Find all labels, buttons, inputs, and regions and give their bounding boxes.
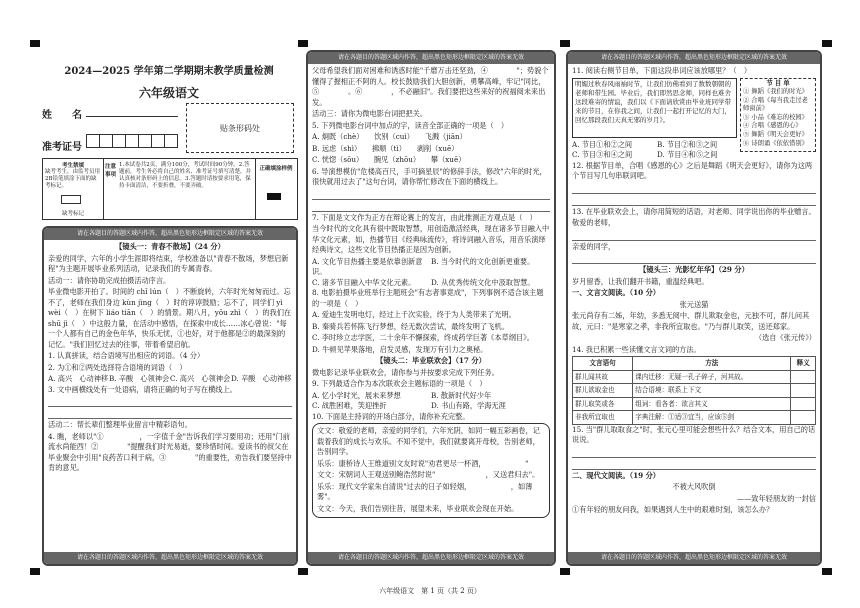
intro-3: 岁月留香，让我们翻开书籍，重温经典吧。 — [572, 276, 709, 286]
option[interactable]: B. 散新时代好少年 — [431, 390, 492, 400]
section-1: 一、文言文阅读。（10 分） — [572, 288, 660, 297]
attention-label: 注意事项 — [105, 164, 117, 178]
q2-options — [48, 374, 292, 385]
registration-mark — [298, 40, 308, 47]
question-5: 5. 下列微电影台词中加点的字，读音全部正确的一项是（ ） — [312, 120, 509, 130]
registration-mark — [822, 568, 832, 575]
option[interactable]: D. 节目④和⑤之间 — [657, 150, 718, 159]
question-12: 12. 根据节目单，合唱《感恩的心》之后是舞蹈《明天会更好》，请你为这两个节目写几句串联词吧。 — [572, 160, 813, 180]
modern-subtitle: ——致年轻朋友的一封信 — [736, 493, 816, 503]
question-14: 14. 我已积累一些读懂文言文词的方法。 — [572, 344, 701, 354]
notice-box — [42, 158, 298, 220]
activity-3: 活动三：请你为微电影台词把把关。 — [312, 109, 428, 118]
answer-column-1 — [42, 226, 298, 566]
option[interactable]: A. 炯既（chè） 饮别（cuì） 飞溅（jiān） — [312, 132, 467, 141]
option[interactable]: C. 高兴 心领神会 — [170, 374, 231, 383]
answer-column-2 — [306, 50, 556, 566]
answer-line[interactable] — [312, 189, 550, 200]
option[interactable]: D. 书山有路，学海无涯 — [431, 401, 506, 410]
answer-cell[interactable] — [791, 411, 816, 425]
option[interactable]: A. 文化节目热播主要是依靠创新意识。 — [312, 256, 423, 276]
q11-options — [572, 140, 742, 161]
answer-line[interactable] — [572, 253, 816, 264]
question-4: 4. 瞧，老师以"① ，一字值千金"告诉我们学习要用功；还用"门前流水尚能西！② "提醒我们时光易逝，要珍惜时间。爱读书的叔父在毕业聚会中引用"良药苦口利于病，③ "的重要性，劝告我们要坚持中肯的意见。 — [48, 431, 292, 472]
modern-title: 不被大风吹倒 — [672, 482, 716, 491]
activity-2: 活动二：帮长辈们整理毕业留言中精彩语句。 — [48, 420, 192, 429]
program-item: ⑥ 诗朗诵《依依惜别》 — [743, 139, 808, 147]
option[interactable]: C. 李时珍立志学医，二十余年不懈探索，终成药学巨著《本草纲目》。 — [312, 333, 534, 342]
barcode-area — [186, 103, 294, 153]
q7-options — [312, 257, 550, 289]
option[interactable]: D. 从优秀传统文化中汲取智慧。 — [431, 277, 535, 287]
method-table — [572, 356, 816, 425]
option[interactable]: C. 恍惚（sōu） 腕见（zhōu） 攀（xuē） — [312, 155, 466, 164]
question-15: 15. 当"群儿取取食之"时，张元心里可能会想些什么？结合文本，用自己的话说说。 — [572, 424, 816, 444]
host-line: 乐乐：现代文学家朱自清说"过去的日子如轻烟， ，如薄雾"。 — [317, 481, 533, 501]
answer-line[interactable] — [48, 396, 292, 407]
registration-mark — [560, 568, 570, 575]
program-item: ② 合唱《每当我走过老师窗前》 — [743, 96, 808, 113]
activity-1: 活动一：请你协助完成拍摄活动序言。 — [48, 275, 171, 285]
option[interactable]: A. 忆小学时光，展未来梦想 — [312, 390, 401, 400]
option[interactable]: D. 牛顿见苹果落地，启发灵感，发现万有引力之奥秘。 — [312, 344, 488, 354]
answer-line[interactable] — [572, 459, 816, 470]
question-3: 3. 文中画横线处有一处语病，请将正确的句子写在横线上。 — [48, 384, 237, 394]
exam-title: 2024—2025 学年第二学期期末教学质量检测 — [64, 66, 274, 77]
attention-text: 1.本试卷共2页，满分100分，考试时间90分钟。2.答题前，考生务必将自己的姓名、准考证号填写清楚，并认真核对条形码上的信息。3.答题时请按要求用笔，保持卡面清洁，不要折叠，不要弄破。 — [119, 162, 252, 189]
option[interactable]: B. 秦骑兵若怀陈飞行梦想，经无数次尝试，最终发明了飞机。 — [312, 321, 509, 331]
option[interactable]: A. 高兴 心动神移 — [48, 374, 109, 383]
modern-start: ①有年轻的朋友问我，如果遇到人生中的艰难时刻，该怎么办？ — [572, 505, 774, 514]
passage-text: 毕业微电影开拍了。时间的 chǐ lún（ ）不断旋转，六年时光匆匆而过。忘不了，老师在我们身边 kùn jìng（ ）时的谆谆鼓励；忘不了，同学们 yì wèi（ ）在树下 liáo tiān（ ）的情景。期八月，yǒu zhì（ ）的我们在 shū jì（ ）中这般力量，在活动中感悟，在探索中成长……冰心曾说："每一个人都有自己的金色年华，快乐无忧，①也好，对于他都是②的最深刻的记忆。"我们回忆过去的往事，带着希望启航。 — [48, 287, 292, 349]
answer-cell[interactable] — [791, 384, 816, 398]
question-9: 9. 下列最适合作为本次联欢会主题标语的一项是（ ） — [312, 379, 487, 388]
column-banner-bottom: 请在各题目的答题区域内作答，超出黑色矩形边框限定区域的答案无效 — [44, 552, 296, 564]
table-header: 文言语句 — [573, 357, 633, 371]
answer-cell[interactable] — [791, 397, 816, 411]
exam-no-boxes[interactable] — [86, 134, 178, 148]
name-label: 姓 名 — [42, 110, 82, 121]
table-row: 非我所宜取也 字典注解：①适③宜当，应该⑤剑 — [573, 411, 816, 425]
column-banner: 请在各题目的答题区域内作答，超出黑色矩形边框限定区域的答案无效 — [308, 52, 554, 64]
answer-cell[interactable] — [791, 370, 816, 384]
notice-title: 考生禁填 — [61, 163, 84, 169]
intro-2: 微电影记录毕业联欢会，请你参与并按要求完成下列任务。 — [312, 367, 499, 377]
column-banner: 请在各题目的答题区域内作答，超出黑色矩形边框限定区域的答案无效 — [568, 52, 820, 64]
question-11: 11. 阅读右侧节目单，下面这段串词应该放哪里？（ ） — [572, 66, 752, 75]
classic-title: 张元送猫 — [679, 299, 709, 309]
question-8: 8. 电影拍摄毕业班举行主题班会"有志者事竟成"，下列事例不适合该主题的一项是（ ） — [312, 288, 544, 308]
absent-label: 缺考标记 — [61, 211, 84, 217]
registration-mark — [298, 568, 308, 575]
page-footer: 六年级语文 第 1 页（共 2 页） — [379, 587, 481, 595]
fill-sample-label: 正确填涂样例 — [259, 166, 293, 172]
program-list — [740, 78, 816, 152]
option[interactable]: C. 战胜困难，笑迎挫折 — [312, 401, 387, 410]
classic-text: 张元尚存有二姊，年幼，多悉无阅中、群儿欺取金也，元独不可，群儿问其故，元曰："是寒家之孝，非我所宜取也。"乃与群儿取笑，送还郑家。 — [572, 311, 810, 331]
classic-source: （选自《张元传》） — [754, 333, 816, 342]
question-2: 2. 为①和②两处选择符合语境的词语（ ） — [48, 362, 187, 372]
section-2: 二、现代文阅读。（19 分） — [572, 470, 660, 480]
option[interactable]: B. 辛酸 心领神会 — [109, 374, 170, 383]
question-7: 7. 下面是文文作为正方在辩论赛上的发言，由此推测正方观点是（ ） — [312, 212, 537, 222]
question-6: 6. 导演想模仿"危楼高百尺，手可摘星辰"的修辞手法，修改"六年的时光，很快就用过去了"这句台词，请你帮忙修改在下面的横线上。 — [312, 166, 547, 186]
host-script-box — [312, 423, 550, 518]
answer-line[interactable] — [572, 195, 816, 206]
absent-checkbox[interactable] — [61, 195, 81, 204]
to-teacher: 敬爱的老师， — [572, 218, 616, 227]
table-header: 释义 — [791, 357, 816, 371]
q9-options — [312, 391, 550, 412]
option[interactable]: B. 节目②和③之间 — [657, 139, 718, 149]
answer-column-3 — [566, 50, 822, 566]
exam-no-label: 准考证号 — [42, 142, 82, 153]
column-banner-bottom: 请在各题目的答题区域内作答，超出黑色矩形边框限定区域的答案无效 — [568, 552, 820, 564]
table-row: 群儿闻其故 课内迁移：无疑一孔子碎子，河其故。 — [573, 370, 816, 384]
subject-title: 六年级语文 — [138, 86, 199, 100]
to-classmate: 亲爱的同学， — [572, 241, 616, 251]
registration-mark — [30, 40, 40, 47]
answer-line[interactable] — [572, 447, 816, 458]
intro-text: 亲爱的同学，六年的小学生涯即将结束，学校准备以"青春不散场，梦想启新程"为主题开展毕业系列活动，记录我们的专属青春。 — [48, 253, 289, 273]
notice-text: 缺考考生，由监考员用2B铅笔填涂下面的缺考标记。 — [45, 169, 101, 189]
registration-mark — [560, 40, 570, 47]
question-10: 10. 下面是主持词的开场白部分，请你补充完整。 — [312, 411, 470, 421]
host-line: 文文：宋朝词人王观送别鲍浩然时说" ，又送君归去"。 — [317, 470, 540, 479]
host-line: 乐乐：康桥诗人王维道别文友时说"劝君更尽一杯酒， " — [317, 458, 529, 468]
program-item: ① 舞蹈《我们的时光》 — [743, 88, 808, 96]
continued-text: 父母希望我们面对困难和诱惑时能"千磨万击还坚劲，④ "；势貌个懂得了握相正不阿的人。校长鼓励我们大胆创新，勇攀高峰，牢记"同比，⑤ 。⑥ ，不必融旧"。我们要把这些来好的祝福阅未来出发。 — [312, 66, 549, 107]
mirror2-title: 【镜头二：毕业联欢会】（17 分） — [376, 356, 486, 365]
answer-line[interactable] — [572, 183, 816, 194]
fill-sample-mark — [267, 193, 281, 200]
option[interactable]: A. 爱迪生发明电灯，经过上千次实验，终于为人类带来了光明。 — [312, 310, 516, 319]
option[interactable]: B. 当今时代的文化创新更重要。 — [431, 256, 535, 266]
program-item: ⑤ 舞蹈《明天会更好》 — [743, 131, 808, 139]
mirror3-title: 【镜头三：光影忆年华】（29 分） — [639, 265, 749, 274]
question-1: 1. 认真拼读，结合语境写出相应的词语。（4 分） — [48, 351, 205, 360]
name-field[interactable] — [86, 116, 178, 117]
column-banner: 请在各题目的答题区域内作答，超出黑色矩形边框限定区域的答案无效 — [44, 228, 296, 240]
host-line: 文文：今天，我们告别往昔，展望未来，毕业联欢会现在开始。 — [317, 503, 519, 513]
question-13: 13. 在毕业联欢会上，请你用简短的话语，对老师、同学说出你的毕业赠言。 — [572, 206, 816, 216]
registration-mark — [822, 40, 832, 47]
option[interactable]: A. 节目①和②之间 — [572, 139, 633, 149]
option[interactable]: C. 节目③和④之间 — [572, 150, 633, 159]
table-row: 群儿欲取金也 结合语境：联系上下文 — [573, 384, 816, 398]
table-header: 方法 — [633, 357, 791, 371]
answer-line[interactable] — [312, 201, 550, 212]
option[interactable]: C. 诸多节目融入中华文化元素。 — [312, 277, 416, 287]
mirror1-title: 【镜头一：青春不散场】（24 分） — [115, 242, 225, 251]
q7-text: 当今时代的文化具有很中既取智慧，用创造激活经典，现在诸多节目融入中华文化元素，如，热播节目《经典咏流传》，将诗词融入音乐，用音乐演绎经典诗文，这些文化节目热播正是因为创新。 — [312, 224, 550, 254]
option[interactable]: B. 远虑（shì） 拂顺（tì） 剥削（xuē） — [312, 143, 459, 153]
table-row: 群儿取笑或各 组词：看各者：欲言其义 — [573, 397, 816, 411]
registration-mark — [30, 568, 40, 575]
program-item: ③ 小品《难忘的校园》 — [743, 113, 808, 121]
program-title: 节 目 单 — [766, 79, 790, 87]
script-box: 明媚过秋春风雨袖时节，让我们仿佛看到了数数朝朝的老师和带生园。毕业后，我们即然思念师，同样也难舍这段难寄的情谊，我们以《下面请欣赏由毕业班同学带来的节目，在你我之间，让我们一起打开记忆的大门，回忆那段我们天真无邪的岁月》。 — [572, 78, 737, 138]
answer-line[interactable] — [48, 408, 292, 419]
program-item: ④ 合唱《感恩的心》 — [743, 122, 802, 130]
option[interactable]: D. 辛酸 心动神移 — [231, 374, 292, 383]
barcode-label: 贴条形码处 — [220, 123, 260, 133]
column-banner-bottom: 请在各题目的答题区域内作答，超出黑色矩形边框限定区域的答案无效 — [308, 552, 554, 564]
host-line: 文文：敬爱的老师，亲爱的同学们，六年光阴，如同一幅五彩画卷，记载着我们的成长与欢乐。不知不觉中，我们就要离开母校，告别老师，告别同学。 — [317, 426, 540, 456]
answer-line[interactable] — [572, 230, 816, 241]
